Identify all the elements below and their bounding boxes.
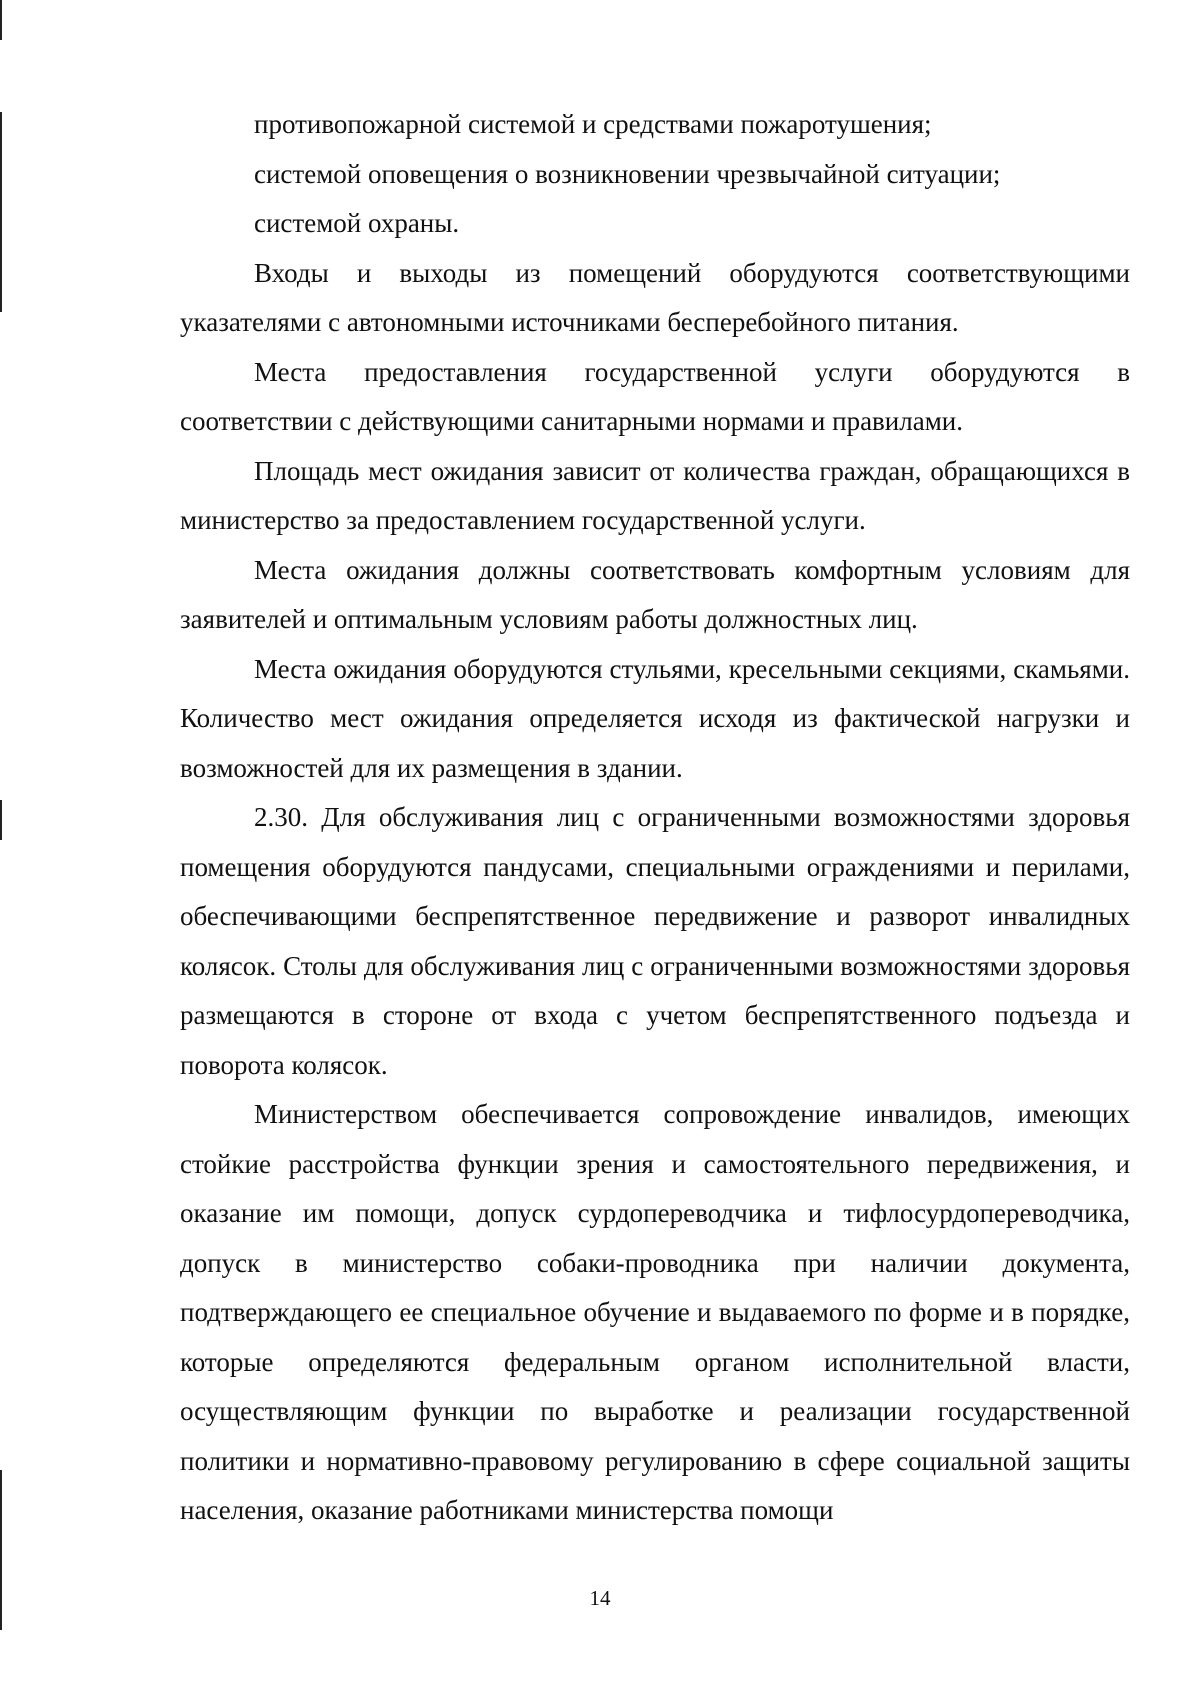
document-body	[180, 100, 1130, 1536]
paragraph: Входы и выходы из помещений оборудуются соответствующими указателями с автономными источниками бесперебойного питания.	[180, 257, 1130, 337]
scan-edge-mark	[0, 112, 2, 312]
paragraph: Места ожидания оборудуются стульями, кресельными секциями, скамьями. Количество мест ожидания определяется исходя из фактической нагрузки и возможностей для их размещения в здании.	[180, 653, 1130, 783]
scan-edge-mark	[0, 800, 2, 840]
paragraph: системой охраны.	[254, 208, 460, 238]
paragraph: системой оповещения о возникновении чрезвычайной ситуации;	[254, 158, 1001, 189]
page-number: 14	[589, 1586, 611, 1610]
scan-edge-mark	[0, 0, 2, 40]
paragraph: Места предоставления государственной услуги оборудуются в соответствии с действующими санитарными нормами и правилами.	[180, 356, 1130, 436]
paragraph: Министерством обеспечивается сопровождение инвалидов, имеющих стойкие расстройства функции зрения и самостоятельного передвижения, и оказание им помощи, допуск сурдопереводчика и тифлосурдопереводчика, допуск в министерство собаки-проводника при наличии документа, подтверждающего ее специальное обучение и выдаваемого по форме и в порядке, которые определяются федеральным органом исполнительной власти, осуществляющим функции по выработке и реализации государственной политики и нормативно-правовому регулированию в сфере социальной защиты населения, оказание работниками министерства помощи	[180, 1099, 1130, 1525]
paragraph: Площадь мест ожидания зависит от количества граждан, обращающихся в министерство за предоставлением государственной услуги.	[180, 455, 1130, 535]
paragraph: Места ожидания должны соответствовать комфортным условиям для заявителей и оптимальным условиям работы должностных лиц.	[180, 554, 1130, 634]
paragraph: противопожарной системой и средствами пожаротушения;	[254, 109, 932, 139]
paragraph: 2.30. Для обслуживания лиц с ограниченными возможностями здоровья помещения оборудуются пандусами, специальными ограждениями и перилами, обеспечивающими беспрепятственное передвижение и разворот инвалидных колясок. Столы для обслуживания лиц с ограниченными возможностями здоровья размещаются в стороне от входа с учетом беспрепятственного подъезда и поворота колясок.	[180, 802, 1130, 1080]
